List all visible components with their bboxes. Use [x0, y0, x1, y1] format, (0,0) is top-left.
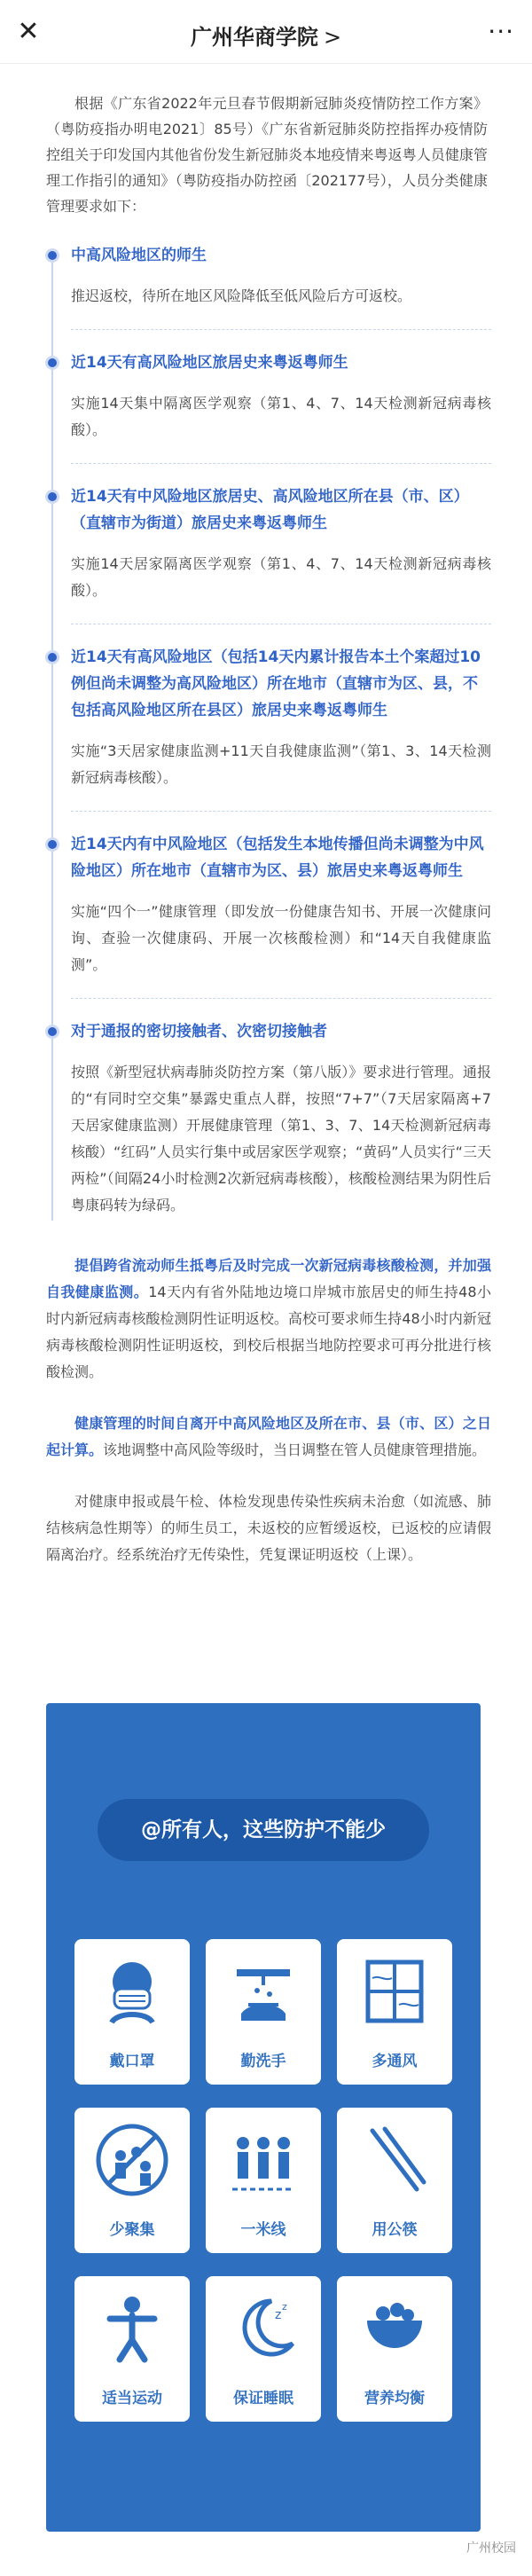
watermark: 广州校园: [466, 2541, 516, 2556]
body-paragraph: [0, 1488, 532, 1568]
timeline-section: [0, 242, 532, 330]
sleep-icon: [223, 2289, 303, 2368]
poster-item-label: 戴口罩: [109, 2053, 155, 2070]
section-body: 按照《新型冠状病毒肺炎防控方案（第八版）》要求进行管理。通报的“有同时空交集”暴露史重点人群，按照“7+7”（7天居家隔离+7天居家健康监测）开展健康管理（第1、3、7、14天检测新冠病毒核酸）“红码”人员实行集中或居家医学观察；“黄码”人员实行“三天两检”（间隔24小时检测2次新冠病毒核酸），核酸检测结果为阴性后粤康码转为绿码。: [71, 1064, 491, 1213]
poster-item: [337, 2108, 452, 2253]
poster-item: [74, 1939, 190, 2085]
section-title: 近14天有高风险地区（包括14天内累计报告本土个案超过10例但尚未调整为高风险地区）所在地市（直辖市为区、县，不包括高风险地区所在县区）旅居史来粤返粤师生: [71, 648, 481, 719]
poster-item: [206, 2276, 321, 2422]
paragraph-text: 对健康申报或晨午检、体检发现患传染性疾病未治愈（如流感、肺结核病急性期等）的师生员工，未返校的应暂缓返校，已返校的应请假隔离治疗。经系统治疗无传染性，凭复课证明返校（上课）。: [46, 1493, 491, 1563]
section-title: 近14天内有中风险地区（包括发生本地传播但尚未调整为中风险地区）所在地市（直辖市为区、县）旅居史来粤返粤师生: [71, 836, 484, 880]
timeline-dot-icon: [45, 837, 59, 852]
paragraph-text: 14天内有省外陆地边境口岸城市旅居史的师生持48小时内新冠病毒核酸检测阴性证明返校。高校可要求师生持48小时内新冠病毒核酸检测阴性证明返校，到校后根据当地防控要求可再分批进行核酸检测。: [46, 1284, 491, 1380]
timeline-section: [0, 644, 532, 812]
section-body: 实施14天居家隔离医学观察（第1、4、7、14天检测新冠病毒核酸）。: [71, 555, 491, 599]
more-icon[interactable]: ···: [488, 17, 514, 46]
chopsticks-icon: [355, 2120, 434, 2200]
timeline-section: [0, 1018, 532, 1219]
paragraph-list: [0, 1253, 532, 1568]
body-paragraph: [0, 1410, 532, 1464]
poster-item-label: 多通风: [372, 2053, 418, 2070]
paragraph-highlight: 提倡跨省流动师生抵粤后及时完成一次新冠病毒核酸检测，并加强自我健康监测。: [46, 1257, 491, 1300]
protection-poster: [46, 1703, 481, 2532]
poster-item: [74, 2276, 190, 2422]
body-paragraph: [0, 1253, 532, 1386]
exercise-icon: [92, 2289, 172, 2368]
timeline-dot-icon: [45, 1025, 59, 1039]
section-title: 中高风险地区的师生: [71, 247, 207, 264]
section-divider: [71, 463, 491, 464]
section-body: 推迟返校，待所在地区风险降低至低风险后方可返校。: [71, 287, 412, 304]
poster-item: [206, 2108, 321, 2253]
nutrition-icon: [355, 2289, 434, 2368]
section-divider: [71, 811, 491, 812]
section-body: 实施“四个一”健康管理（即发放一份健康告知书、开展一次健康问询、查验一次健康码、开展一次核酸检测）和“14天自我健康监测”。: [71, 903, 491, 973]
poster-item: [206, 1939, 321, 2085]
page-title-text: 广州华商学院: [190, 25, 318, 50]
timeline-dot-icon: [45, 356, 59, 370]
mask-icon: [92, 1952, 172, 2031]
section-title: 近14天有高风险地区旅居史来粤返粤师生: [71, 354, 348, 372]
poster-item: [337, 1939, 452, 2085]
poster-title: @所有人，这些防护不能少: [98, 1799, 429, 1861]
poster-item-label: 一米线: [240, 2221, 286, 2239]
timeline-section: [0, 831, 532, 999]
timeline-section: [0, 349, 532, 464]
close-icon[interactable]: ✕: [17, 16, 40, 47]
section-title: 近14天有中风险地区旅居史、高风险地区所在县（市、区）（直辖市为街道）旅居史来粤返粤师生: [71, 488, 469, 532]
page-title[interactable]: [0, 17, 532, 51]
poster-item: [337, 2276, 452, 2422]
poster-item: [74, 2108, 190, 2253]
section-body: 实施“3天居家健康监测+11天自我健康监测”（第1、3、14天检测新冠病毒核酸）。: [71, 742, 491, 786]
top-bar: [0, 0, 532, 64]
handwash-icon: [223, 1952, 303, 2031]
paragraph-text: 该地调整中高风险等级时，当日调整在管人员健康管理措施。: [103, 1441, 487, 1458]
section-title: 对于通报的密切接触者、次密切接触者: [71, 1023, 327, 1041]
poster-item-label: 少聚集: [109, 2221, 155, 2239]
paragraph-highlight: 健康管理的时间自离开中高风险地区及所在市、县（市、区）之日起计算。: [46, 1415, 491, 1458]
svg-text:z: z: [275, 2308, 282, 2322]
poster-item-label: 用公筷: [372, 2221, 418, 2239]
poster-item-label: 营养均衡: [364, 2390, 425, 2407]
poster-item-label: 适当运动: [102, 2390, 162, 2407]
crowd-icon: [92, 2120, 172, 2200]
window-icon: [355, 1952, 434, 2031]
timeline-dot-icon: [45, 650, 59, 664]
section-body: 实施14天集中隔离医学观察（第1、4、7、14天检测新冠病毒核酸）。: [71, 395, 491, 438]
poster-item-label: 勤洗手: [240, 2053, 286, 2070]
chevron-right-icon: >: [323, 25, 342, 50]
article-content: [0, 64, 532, 1593]
section-divider: [71, 998, 491, 999]
timeline-dot-icon: [45, 248, 59, 263]
svg-text:z: z: [282, 2301, 287, 2313]
intro-paragraph: 根据《广东省2022年元旦春节假期新冠肺炎疫情防控工作方案》（粤防疫指办明电2021〕85号）《广东省新冠肺炎防控指挥办疫情防控组关于印发国内其他省份发生新冠肺炎本地疫情来粤返粤人员健康管理工作指引的通知》（粤防疫指办防控函〔202177号），人员分类健康管理要求如下：: [46, 95, 488, 215]
timeline-dot-icon: [45, 490, 59, 504]
poster-item-label: 保证睡眠: [233, 2390, 293, 2407]
timeline-section: [0, 483, 532, 624]
distance-icon: [223, 2120, 303, 2200]
timeline: [0, 242, 532, 1219]
section-divider: [71, 329, 491, 330]
